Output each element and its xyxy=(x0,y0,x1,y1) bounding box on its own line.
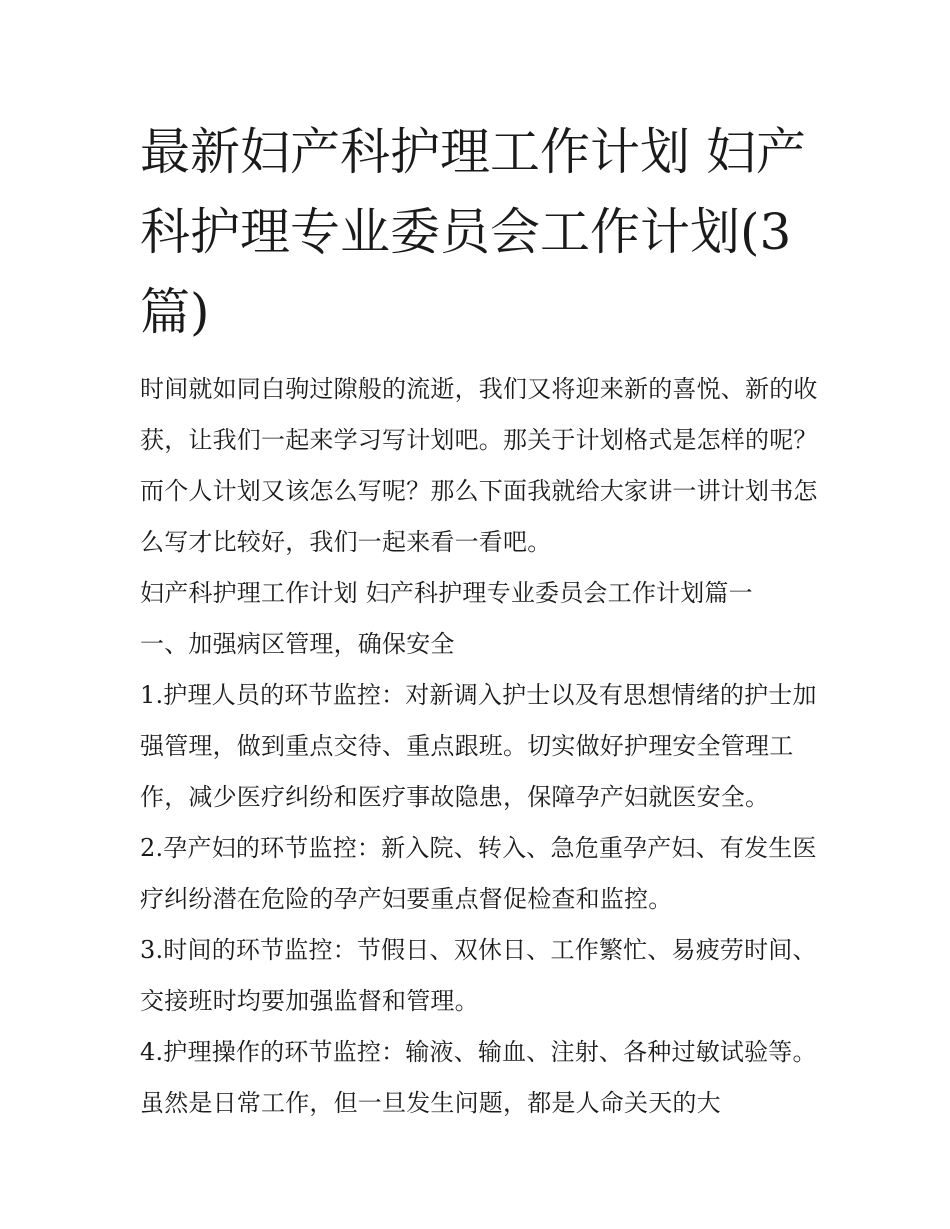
document-title: 最新妇产科护理工作计划 妇产科护理专业委员会工作计划(3篇) xyxy=(140,123,806,341)
list-item-4: 4.护理操作的环节监控：输液、输血、注射、各种过敏试验等。虽然是日常工作，但一旦发生问题，都是人命关天的大 xyxy=(140,1038,817,1117)
section-heading: 妇产科护理工作计划 妇产科护理专业委员会工作计划篇一 xyxy=(140,579,753,607)
list-item-2: 2.孕产妇的环节监控：新入院、转入、急危重孕产妇、有发生医疗纠纷潜在危险的孕产妇要重点督促检查和监控。 xyxy=(140,834,817,913)
intro-paragraph: 时间就如同白驹过隙般的流逝，我们又将迎来新的喜悦、新的收获，让我们一起来学习写计划吧。那关于计划格式是怎样的呢？而个人计划又该怎么写呢？那么下面我就给大家讲一讲计划书怎么写才比较好，我们一起来看一看吧。 xyxy=(140,375,818,556)
list-item-3: 3.时间的环节监控：节假日、双休日、工作繁忙、易疲劳时间、交接班时均要加强监督和管理。 xyxy=(140,936,817,1015)
document-page xyxy=(140,112,820,1129)
subsection-heading: 一、加强病区管理，确保安全 xyxy=(140,630,455,658)
list-item-1: 1.护理人员的环节监控：对新调入护士以及有思想情绪的护士加强管理，做到重点交待、重点跟班。切实做好护理安全管理工作，减少医疗纠纷和医疗事故隐患，保障孕产妇就医安全。 xyxy=(140,681,817,811)
